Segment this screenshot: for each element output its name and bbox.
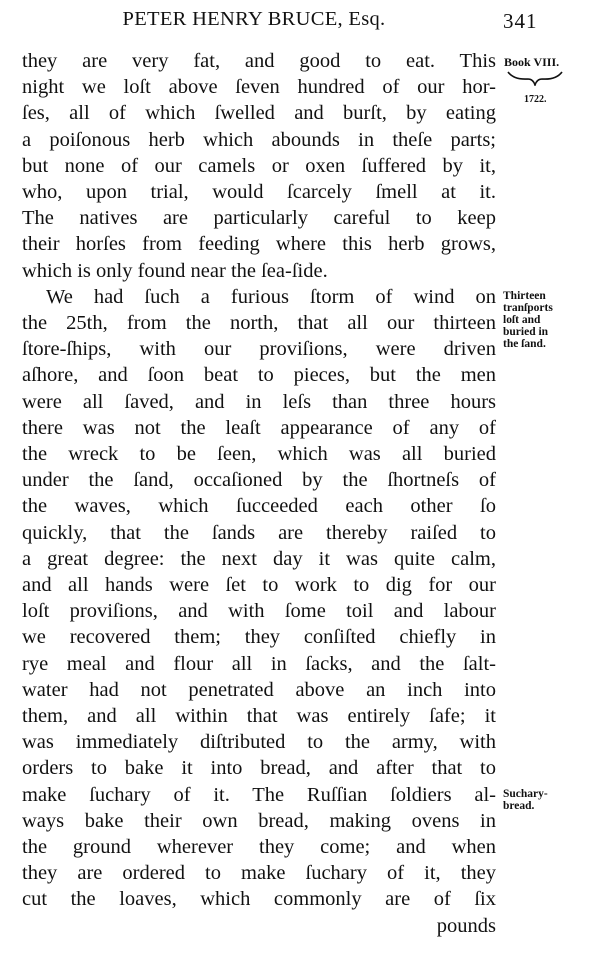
text-line: were all ſaved, and in leſs than three hours — [22, 390, 496, 413]
text-line: they are ordered to make ſuchary of it, they — [22, 862, 496, 885]
text-line: the ground wherever they come; and when — [22, 836, 496, 858]
text-line: a great degree: the next day it was quite calm, — [22, 547, 496, 570]
text-line: their horſes from feeding where this herb grows, — [22, 233, 496, 256]
text-line: the wreck to be ſeen, which was all buried — [22, 443, 496, 465]
text-line: rye meal and flour all in ſacks, and the ſalt- — [22, 652, 496, 675]
text-line: night we loſt above ſeven hundred of our hor- — [22, 76, 496, 99]
text-line: we recovered them; they conſiſted chiefly in — [22, 626, 496, 649]
catchword: pounds — [436, 914, 496, 937]
text-line: orders to bake it into bread, and after that to — [22, 757, 496, 780]
margin-note-line: bread. — [503, 799, 535, 812]
margin-note-line: Thirteen — [503, 289, 546, 302]
text-line: quickly, that the ſands are thereby raiſed to — [22, 521, 496, 544]
paragraph-start-line: We had ſuch a furious ſtorm of wind on — [46, 285, 496, 308]
text-line: The natives are particularly careful to keep — [22, 207, 496, 230]
text-line: ways bake their own bread, making ovens in — [22, 809, 496, 832]
margin-note-line: the ſand. — [503, 337, 546, 350]
text-line: was immediately diſtributed to the army, with — [22, 731, 496, 754]
page-number: 341 — [503, 9, 538, 33]
margin-note-line: buried in — [503, 325, 549, 338]
text-line: they are very fat, and good to eat. This — [22, 50, 496, 72]
text-line: ſtore-ſhips, with our proviſions, were driven — [22, 338, 496, 361]
text-line: water had not penetrated above an inch into — [22, 678, 496, 701]
text-line: make ſuchary of it. The Ruſſian ſoldiers al- — [22, 783, 496, 806]
text-line: the waves, which ſucceeded each other ſo — [22, 495, 496, 518]
text-line: under the ſand, occaſioned by the ſhortneſs of — [22, 469, 496, 492]
margin-note-line: Suchary- — [503, 787, 548, 800]
text-line: them, and all within that was entirely ſafe; it — [22, 705, 496, 727]
margin-brace — [506, 70, 564, 86]
margin-note-line: tranſports — [503, 301, 553, 314]
running-title: PETER HENRY BRUCE, Esq. — [122, 8, 386, 30]
margin-note-suchary-bread — [503, 788, 548, 812]
text-line: the 25th, from the north, that all our thirteen — [22, 312, 496, 334]
text-line: which is only found near the ſea-ſide. — [22, 259, 328, 282]
text-line: who, upon trial, would ſcarcely ſmell at it. — [22, 181, 496, 203]
text-line: loſt proviſions, and with ſome toil and labour — [22, 600, 496, 623]
text-line: cut the loaves, which commonly are of ſix — [22, 888, 496, 911]
text-line: a poiſonous herb which abounds in theſe parts; — [22, 128, 496, 151]
margin-note-thirteen-transports — [503, 290, 553, 350]
text-line: and all hands were ſet to work to dig for our — [22, 574, 496, 596]
text-line: ſes, all of which ſwelled and burſt, by eating — [22, 102, 496, 125]
margin-note-line: loſt and — [503, 313, 541, 326]
margin-note-year: 1722. — [524, 94, 547, 105]
text-line: but none of our camels or oxen ſuffered by it, — [22, 154, 496, 177]
text-line: aſhore, and ſoon beat to pieces, but the men — [22, 364, 496, 387]
text-line: there was not the leaſt appearance of any of — [22, 416, 496, 439]
margin-note-book: Book VIII. — [504, 55, 560, 69]
